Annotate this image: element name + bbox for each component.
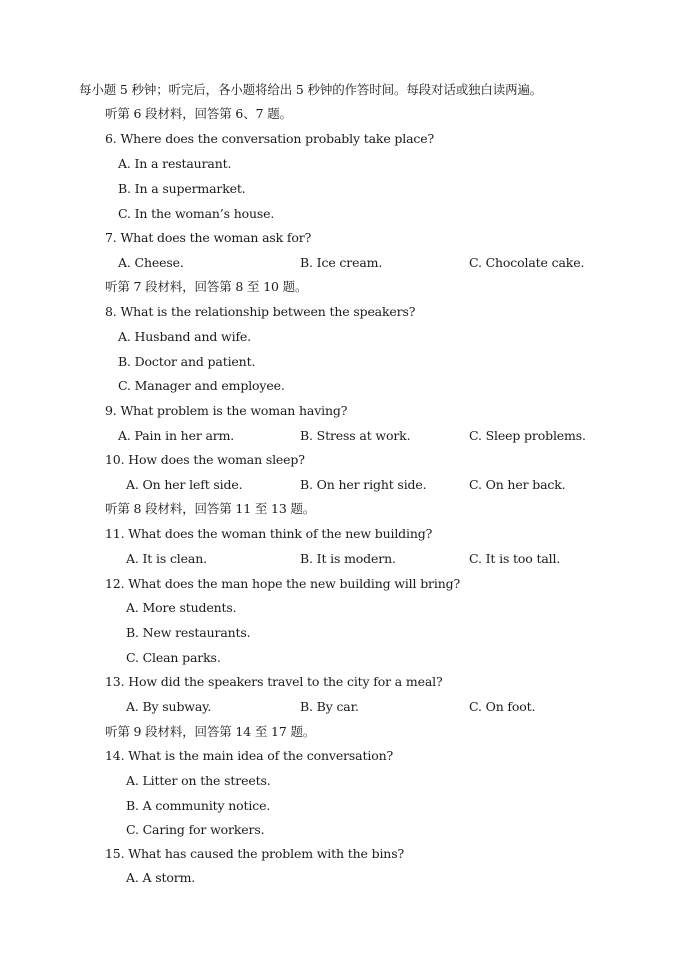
question-13-stem: 13. How did the speakers travel to the city for a meal?	[105, 674, 443, 689]
question-9-option-c: C. Sleep problems.	[469, 428, 586, 443]
section-heading-7: 听第 7 段材料，回答第 8 至 10 题。	[105, 279, 308, 294]
question-15-stem: 15. What has caused the problem with the bins?	[105, 846, 405, 861]
question-10-option-a: A. On her left side.	[126, 477, 243, 492]
question-6-option-c: C. In the woman’s house.	[118, 206, 275, 221]
question-11-option-a: A. It is clean.	[126, 551, 207, 566]
question-11-stem: 11. What does the woman think of the new building?	[105, 526, 433, 541]
question-14-option-c: C. Caring for workers.	[126, 822, 265, 837]
question-15-option-a: A. A storm.	[126, 870, 196, 885]
section-heading-6: 听第 6 段材料，回答第 6、7 题。	[105, 106, 292, 121]
question-11-option-c: C. It is too tall.	[469, 551, 561, 566]
question-8-stem: 8. What is the relationship between the speakers?	[105, 304, 416, 319]
question-8-option-a: A. Husband and wife.	[118, 329, 251, 344]
question-6-stem: 6. Where does the conversation probably take place?	[105, 131, 435, 146]
question-7-option-c: C. Chocolate cake.	[469, 255, 585, 270]
question-10-option-c: C. On her back.	[469, 477, 566, 492]
question-9-stem: 9. What problem is the woman having?	[105, 403, 348, 418]
question-14-option-a: A. Litter on the streets.	[126, 773, 271, 788]
question-6-option-b: B. In a supermarket.	[118, 181, 246, 196]
question-7-option-b: B. Ice cream.	[300, 255, 383, 270]
question-10-option-b: B. On her right side.	[300, 477, 427, 492]
question-10-stem: 10. How does the woman sleep?	[105, 452, 305, 467]
question-14-option-b: B. A community notice.	[126, 798, 271, 813]
question-13-option-a: A. By subway.	[126, 699, 212, 714]
question-7-stem: 7. What does the woman ask for?	[105, 230, 312, 245]
question-11-option-b: B. It is modern.	[300, 551, 396, 566]
question-6-option-a: A. In a restaurant.	[118, 156, 232, 171]
question-9-option-b: B. Stress at work.	[300, 428, 411, 443]
question-13-option-b: B. By car.	[300, 699, 359, 714]
section-heading-8: 听第 8 段材料，回答第 11 至 13 题。	[105, 501, 316, 516]
question-7-option-a: A. Cheese.	[118, 255, 184, 270]
question-12-option-b: B. New restaurants.	[126, 625, 251, 640]
question-9-option-a: A. Pain in her arm.	[118, 428, 235, 443]
question-14-stem: 14. What is the main idea of the conversation?	[105, 748, 394, 763]
intro-line: 每小题 5 秒钟；听完后，各小题将给出 5 秒钟的作答时间。每段对话或独白读两遍。	[79, 82, 543, 97]
question-12-option-c: C. Clean parks.	[126, 650, 221, 665]
section-heading-9: 听第 9 段材料，回答第 14 至 17 题。	[105, 724, 316, 739]
question-12-stem: 12. What does the man hope the new building will bring?	[105, 576, 461, 591]
question-8-option-b: B. Doctor and patient.	[118, 354, 256, 369]
question-8-option-c: C. Manager and employee.	[118, 378, 285, 393]
question-13-option-c: C. On foot.	[469, 699, 536, 714]
question-12-option-a: A. More students.	[126, 600, 237, 615]
